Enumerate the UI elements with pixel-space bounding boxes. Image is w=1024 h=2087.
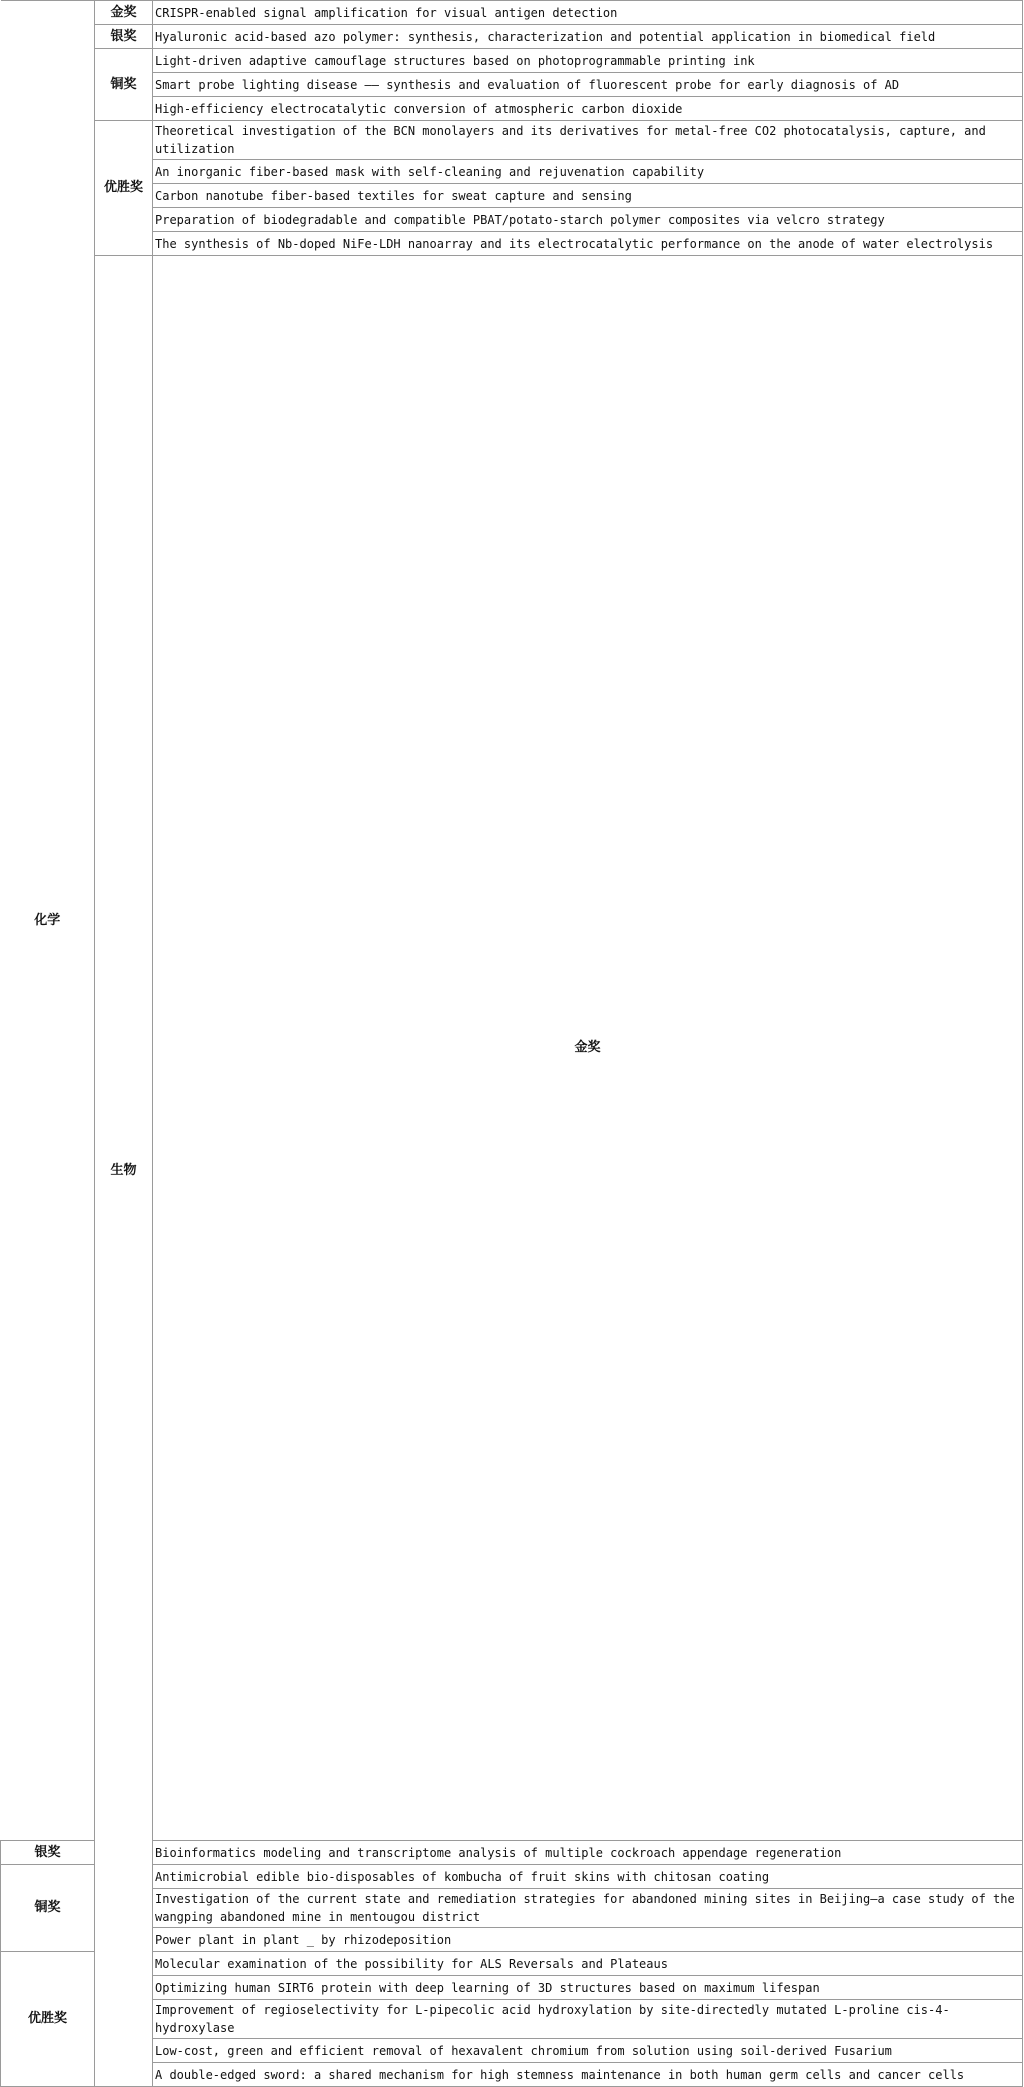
project-title: Antimicrobial edible bio-disposables of kombucha of fruit skins with chitosan coating	[155, 1869, 770, 1884]
project-cell	[153, 1952, 1023, 1976]
project-cell	[153, 73, 1023, 97]
table-row	[1, 2039, 1023, 2063]
table-row	[1, 1952, 1023, 1976]
table-row	[1, 1865, 1023, 1889]
table-row	[1, 49, 1023, 73]
project-cell	[153, 208, 1023, 232]
table-row	[1, 2063, 1023, 2087]
award-cell: 铜奖	[95, 49, 153, 121]
project-title: Theoretical investigation of the BCN monolayers and its derivatives for metal-free CO2 photocatalysis, capture, and utilization	[155, 124, 986, 156]
project-title: Optimizing human SIRT6 protein with deep learning of 3D structures based on maximum lifespan	[155, 1980, 820, 1995]
project-title: Carbon nanotube fiber-based textiles for sweat capture and sensing	[155, 188, 632, 203]
project-title: Investigation of the current state and remediation strategies for abandoned mining sites in Beijing—a case study of the wangping abandoned mine in mentougou district	[155, 1892, 1015, 1924]
award-cell: 金奖	[95, 1, 153, 25]
award-cell: 优胜奖	[1, 1952, 95, 2087]
project-title: Bioinformatics modeling and transcriptome analysis of multiple cockroach appendage regeneration	[155, 1845, 842, 1860]
award-cell: 金奖	[153, 256, 1023, 1841]
project-cell	[153, 1865, 1023, 1889]
project-cell	[153, 121, 1023, 160]
award-cell: 优胜奖	[95, 121, 153, 256]
project-title: An inorganic fiber-based mask with self-cleaning and rejuvenation capability	[155, 164, 705, 179]
project-cell	[153, 1889, 1023, 1928]
project-title: Light-driven adaptive camouflage structures based on photoprogrammable printing ink	[155, 53, 755, 68]
project-cell	[153, 25, 1023, 49]
project-cell	[153, 97, 1023, 121]
table-row	[1, 25, 1023, 49]
project-cell	[153, 2039, 1023, 2063]
table-row	[1, 1928, 1023, 1952]
table-row	[1, 208, 1023, 232]
project-title: CRISPR-enabled signal amplification for visual antigen detection	[155, 5, 618, 20]
project-title: The synthesis of Nb-doped NiFe-LDH nanoarray and its electrocatalytic performance on the anode of water electrolysis	[155, 236, 994, 251]
table-row	[1, 232, 1023, 256]
project-title: Improvement of regioselectivity for L-pipecolic acid hydroxylation by site-directedly mutated L-proline cis-4-hydroxylase	[155, 2003, 950, 2035]
table-row	[1, 121, 1023, 160]
project-cell	[153, 1841, 1023, 1865]
project-cell	[153, 1, 1023, 25]
project-title: Power plant in plant _ by rhizodeposition	[155, 1932, 452, 1947]
project-cell	[153, 49, 1023, 73]
project-title: Preparation of biodegradable and compatible PBAT/potato-starch polymer composites via velcro strategy	[155, 212, 885, 227]
project-title: High-efficiency electrocatalytic conversion of atmospheric carbon dioxide	[155, 101, 683, 116]
project-title: A double-edged sword: a shared mechanism for high stemness maintenance in both human germ cells and cancer cells	[155, 2067, 965, 2082]
project-cell	[153, 1976, 1023, 2000]
table-row	[1, 1841, 1023, 1865]
subject-cell: 化学	[1, 1, 95, 1841]
table-row	[1, 2000, 1023, 2039]
project-title: Molecular examination of the possibility for ALS Reversals and Plateaus	[155, 1956, 668, 1971]
project-cell	[153, 232, 1023, 256]
project-title: Hyaluronic acid-based azo polymer: synthesis, characterization and potential application in biomedical field	[155, 29, 936, 44]
project-cell	[153, 184, 1023, 208]
project-title: Smart probe lighting disease —— synthesis and evaluation of fluorescent probe for early diagnosis of AD	[155, 77, 900, 92]
subject-cell: 生物	[95, 256, 153, 2087]
project-title: Low-cost, green and efficient removal of hexavalent chromium from solution using soil-derived Fusarium	[155, 2043, 892, 2058]
table-row	[1, 184, 1023, 208]
table-row	[1, 1976, 1023, 2000]
award-cell: 铜奖	[1, 1865, 95, 1952]
award-cell: 银奖	[95, 25, 153, 49]
project-cell	[153, 160, 1023, 184]
table-row	[1, 97, 1023, 121]
table-row	[1, 1889, 1023, 1928]
project-cell	[153, 1928, 1023, 1952]
table-row	[1, 73, 1023, 97]
table-row	[1, 1, 1023, 25]
project-cell	[153, 2000, 1023, 2039]
project-cell	[153, 2063, 1023, 2087]
award-cell: 银奖	[1, 1841, 95, 1865]
table-row	[1, 160, 1023, 184]
table-row	[1, 256, 1023, 1841]
